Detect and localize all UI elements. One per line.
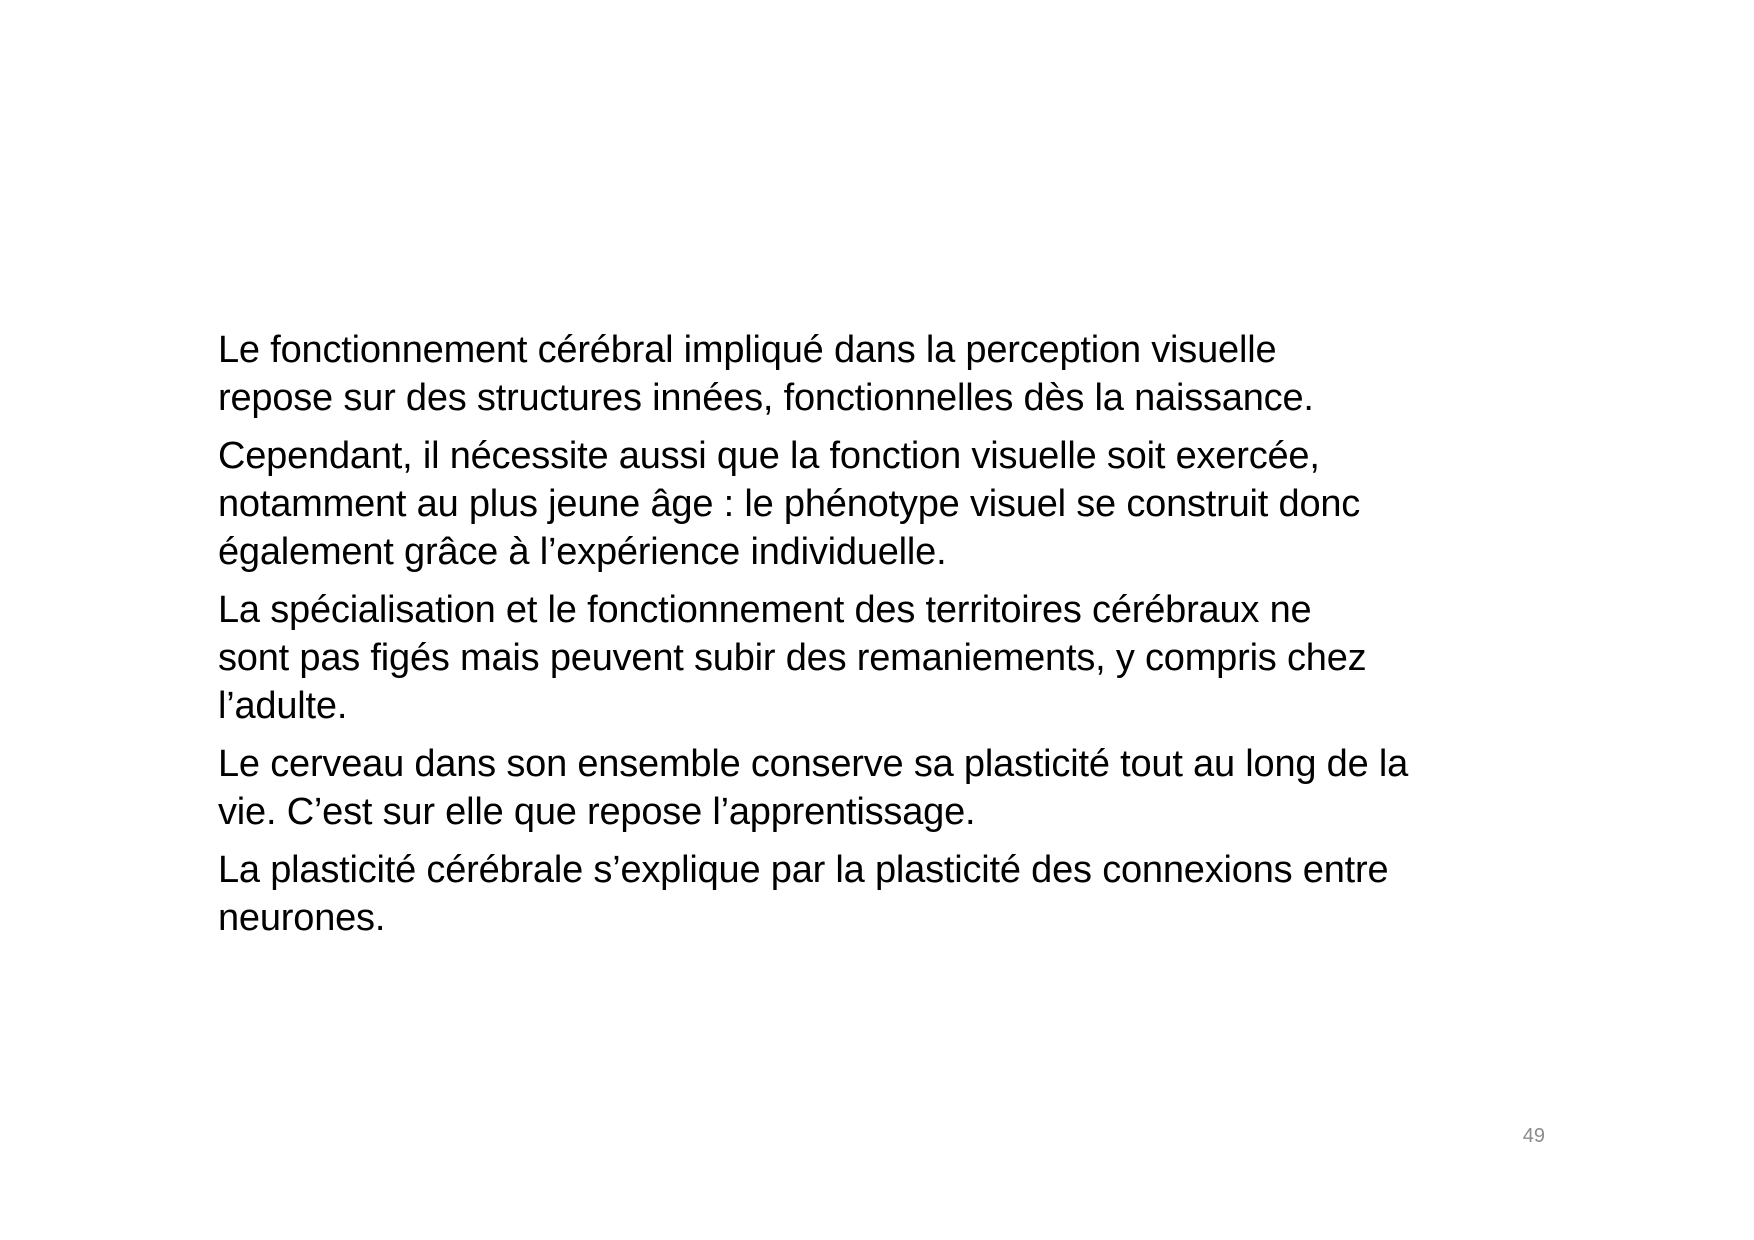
- text-line: La spécialisation et le fonctionnement des territoires cérébraux ne: [218, 589, 1312, 631]
- text-line: sont pas figés mais peuvent subir des remaniements, y compris chez: [218, 637, 1367, 679]
- paragraph-specialization: [218, 586, 1558, 730]
- paragraph-neuronal-connections: [218, 846, 1558, 942]
- page-number: 49: [1522, 1125, 1545, 1147]
- text-line: l’adulte.: [218, 685, 348, 727]
- text-line: repose sur des structures innées, fonctionnelles dès la naissance.: [218, 377, 1314, 419]
- slide-body-text: [218, 326, 1558, 952]
- paragraph-brain-plasticity: [218, 740, 1558, 836]
- paragraph-visual-experience: [218, 432, 1558, 576]
- text-line: également grâce à l’expérience individuelle.: [218, 531, 947, 573]
- text-line: Cependant, il nécessite aussi que la fonction visuelle soit exercée,: [218, 435, 1320, 477]
- text-line: vie. C’est sur elle que repose l’apprentissage.: [218, 791, 976, 833]
- text-line: neurones.: [218, 897, 386, 939]
- text-line: Le cerveau dans son ensemble conserve sa plasticité tout au long de la: [218, 743, 1409, 785]
- paragraph-innate-structures: [218, 326, 1558, 422]
- text-line: La plasticité cérébrale s’explique par la plasticité des connexions entre: [218, 849, 1389, 891]
- text-line: notamment au plus jeune âge : le phénotype visuel se construit donc: [218, 483, 1361, 525]
- text-line: Le fonctionnement cérébral impliqué dans la perception visuelle: [218, 329, 1277, 371]
